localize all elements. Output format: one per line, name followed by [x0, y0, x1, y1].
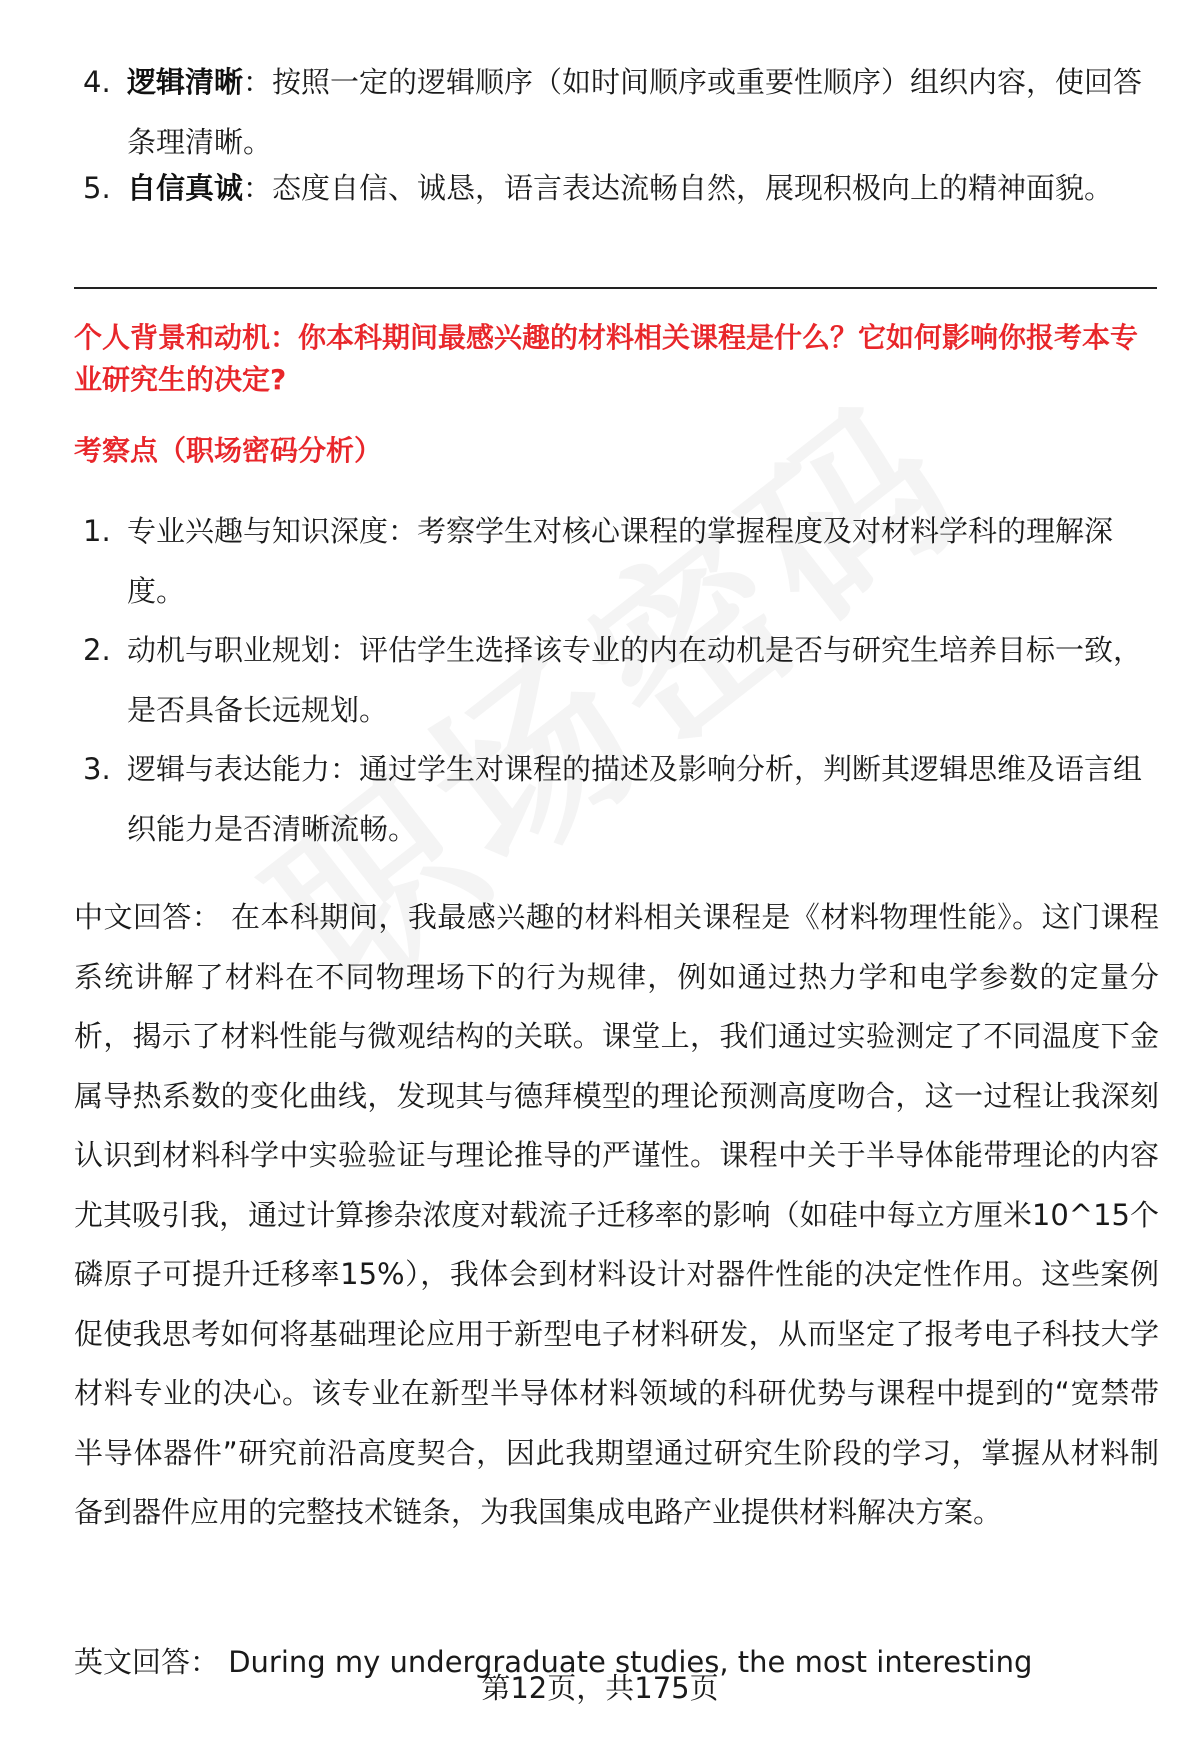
- section-title: 考察点（职场密码分析）: [74, 434, 383, 467]
- list-item: 5. 自信真诚：态度自信、诚恳，语言表达流畅自然，展现积极向上的精神面貌。: [0, 158, 1200, 218]
- divider: [74, 287, 1157, 289]
- list-item: [0, 501, 1200, 621]
- list-number: 2.: [83, 633, 111, 667]
- chinese-answer: 中文回答： 在本科期间，我最感兴趣的材料相关课程是《材料物理性能》。这门课程系统讲解了材料在不同物理场下的行为规律，例如通过热力学和电学参数的定量分析，揭示了材料性能与微观结构的关联。课堂上，我们通过实验测定了不同温度下金属导热系数的变化曲线，发现其与德拜模型的理论预测高度吻合，这一过程让我深刻认识到材料科学中实验验证与理论推导的严谨性。课程中关于半导体能带理论的内容尤其吸引我，通过计算掺杂浓度对载流子迁移率的影响（如硅中每立方厘米10^15个磷原子可提升迁移率15%），我体会到材料设计对器件性能的决定性作用。这些案例促使我思考如何将基础理论应用于新型电子材料研发，从而坚定了报考电子科技大学材料专业的决心。该专业在新型半导体材料领域的科研优势与课程中提到的“宽禁带半导体器件”研究前沿高度契合，因此我期望通过研究生阶段的学习，掌握从材料制备到器件应用的完整技术链条，为我国集成电路产业提供材料解决方案。: [74, 900, 1159, 1529]
- list-number: 1.: [83, 514, 111, 548]
- list-text: 动机与职业规划：评估学生选择该专业的内在动机是否与研究生培养目标一致，是否具备长远规划。: [127, 633, 1143, 727]
- question-heading: 个人背景和动机：你本科期间最感兴趣的材料相关课程是什么？它如何影响你报考本专业研究生的决定?: [74, 321, 1139, 396]
- english-answer: 英文回答： During my undergraduate studies, the most interesting: [74, 1645, 1033, 1679]
- list-text: 专业兴趣与知识深度：考察学生对核心课程的掌握程度及对材料学科的理解深度。: [127, 514, 1114, 608]
- list-text: 逻辑与表达能力：通过学生对课程的描述及影响分析，判断其逻辑思维及语言组织能力是否清晰流畅。: [127, 752, 1143, 846]
- list-number: 4.: [83, 65, 111, 99]
- list-text: 态度自信、诚恳，语言表达流畅自然，展现积极向上的精神面貌。: [272, 171, 1114, 205]
- list-term: 逻辑清晰: [127, 65, 244, 99]
- list-item: [0, 739, 1200, 859]
- list-text: 按照一定的逻辑顺序（如时间顺序或重要性顺序）组织内容，使回答条理清晰。: [127, 65, 1143, 159]
- page-number: 第12页，共175页: [481, 1671, 719, 1705]
- list-number: 3.: [83, 752, 111, 786]
- list-item: [0, 620, 1200, 740]
- list-term: 自信真诚: [127, 171, 244, 205]
- list-number: 5.: [83, 171, 111, 205]
- list-item: 4. 逻辑清晰：按照一定的逻辑顺序（如时间顺序或重要性顺序）组织内容，使回答条理清晰。: [0, 52, 1200, 172]
